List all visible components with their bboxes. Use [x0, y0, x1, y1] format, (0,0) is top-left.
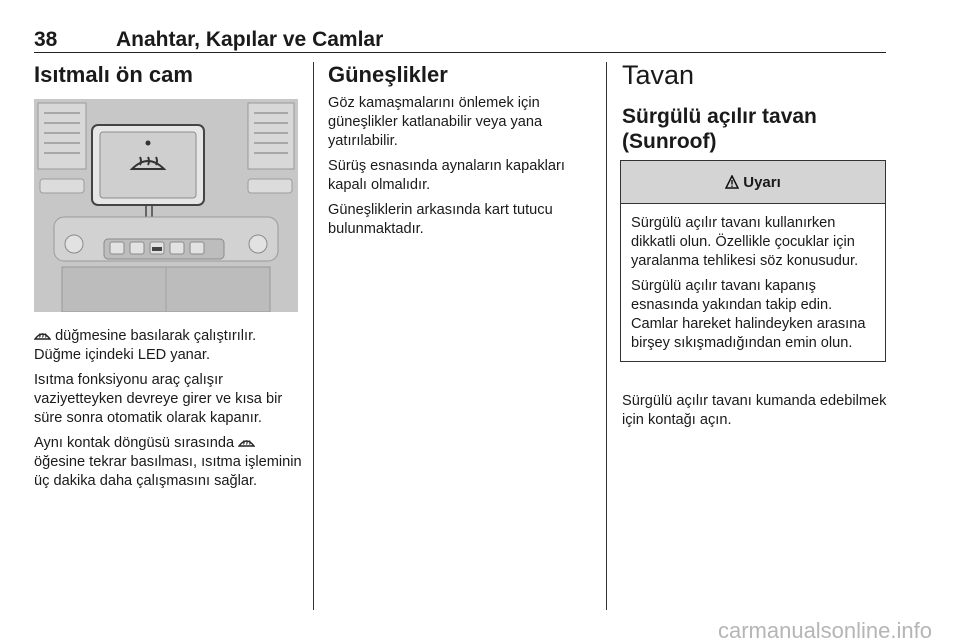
paragraph-visors-fold: Göz kamaşmalarını önlemek için güneşlikler katlanabilir veya yana yatırılabilir.	[328, 95, 543, 149]
section-heading-sun-visors: Güneşlikler	[328, 62, 448, 87]
column-divider-1	[313, 62, 314, 610]
column-roof	[622, 58, 890, 154]
section-heading-heated-windscreen: Isıtmalı ön cam	[34, 62, 193, 87]
paragraph-repeat-part2: öğesine tekrar basılması, ısıtma işleminin üç dakika daha çalışmasını sağlar.	[34, 454, 302, 489]
warning-paragraph-children: Sürgülü açılır tavanı kullanırken dikkatli olun. Özellikle çocuklar için yaralanma tehlikesi söz konusudur.	[631, 215, 859, 269]
paragraph-sunroof-ignition: Sürgülü açılır tavanı kumanda edebilmek için kontağı açın.	[622, 393, 887, 428]
paragraph-visors-mirror: Sürüş esnasında aynaların kapakları kapalı olmalıdır.	[328, 158, 565, 193]
chapter-title: Anahtar, Kapılar ve Camlar	[116, 28, 384, 51]
column-divider-2	[606, 62, 607, 610]
subheading-sunroof: Sürgülü açılır tavan (Sunroof)	[622, 105, 817, 153]
page-header	[34, 28, 884, 52]
paragraph-visors-card-holder: Güneşliklerin arkasında kart tutucu bulunmaktadır.	[328, 202, 553, 237]
warning-box	[620, 160, 886, 362]
warning-header	[621, 161, 885, 204]
warning-label: Uyarı	[743, 173, 781, 191]
section-title-roof: Tavan	[622, 60, 695, 90]
paragraph-repeat-part1: Aynı kontak döngüsü sırasında	[34, 435, 235, 451]
watermark: carmanualsonline.info	[717, 618, 932, 643]
column-heated-windscreen	[34, 62, 302, 88]
dashboard-illustration	[34, 99, 298, 312]
column-sun-visors	[328, 62, 590, 239]
warning-triangle-icon	[725, 175, 739, 189]
windscreen-defrost-icon	[34, 329, 51, 341]
paragraph-auto-off: Isıtma fonksiyonu araç çalışır vaziyetteyken devreye girer ve kısa bir süre sonra otomatik olarak kapanır.	[34, 372, 283, 426]
header-rule	[34, 52, 886, 53]
sunroof-ignition-text	[622, 392, 888, 430]
warning-paragraph-closing: Sürgülü açılır tavanı kapanış esnasında yakından takip edin. Camlar hareket halindeyken arasına birşey sıkışmadığından emin olun.	[631, 278, 866, 351]
windscreen-defrost-icon	[238, 436, 255, 448]
heated-windscreen-text	[34, 327, 302, 491]
page-number: 38	[34, 28, 58, 51]
paragraph-activation: düğmesine basılarak çalıştırılır. Düğme içindeki LED yanar.	[34, 328, 257, 363]
